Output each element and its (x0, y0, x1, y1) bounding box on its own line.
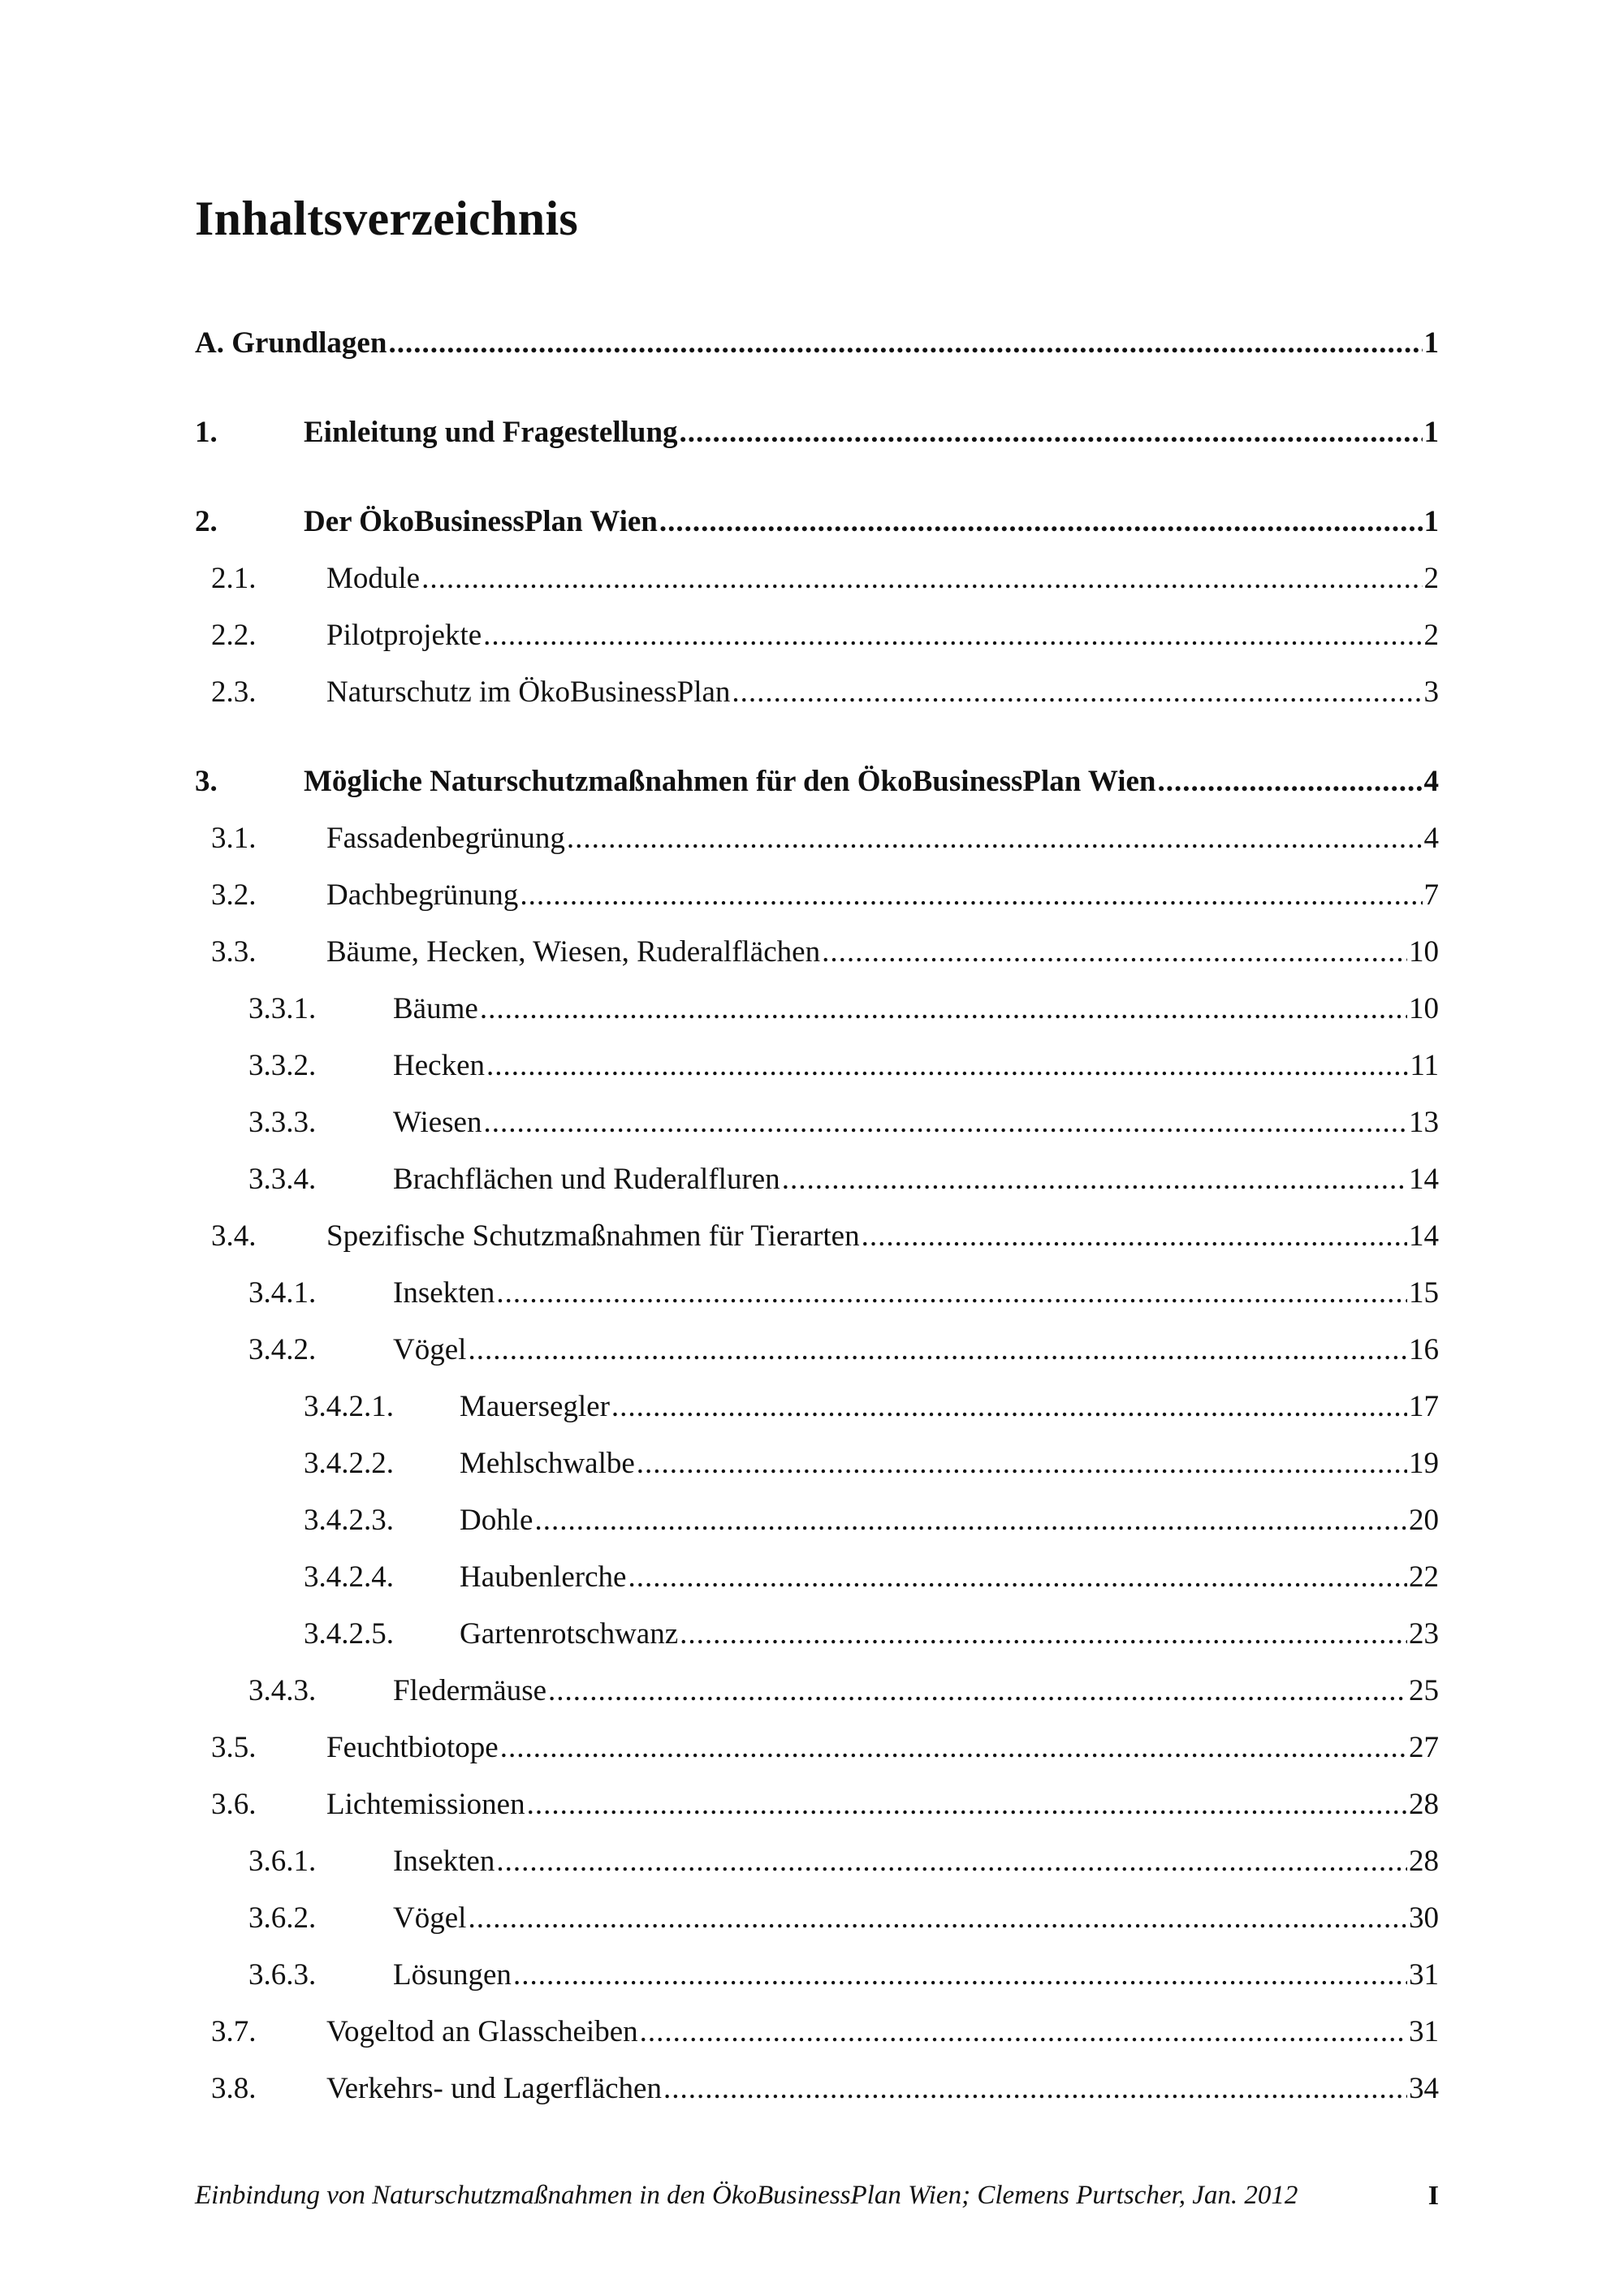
toc-entry-page: 22 (1409, 1560, 1439, 1594)
toc-entry-number: 3.4.2.1. (304, 1390, 394, 1423)
toc-leader-dots (663, 2065, 1407, 2113)
toc-entry-label: Mögliche Naturschutzmaßnahmen für den ÖkoBusinessPlan Wien (304, 765, 1156, 798)
toc-leader-dots (637, 1439, 1407, 1488)
toc-entry-page: 27 (1409, 1731, 1439, 1764)
toc-leader-dots (862, 1212, 1407, 1261)
toc-entry[interactable] (0, 1212, 1624, 1261)
toc-entry-number: 3.2. (211, 878, 257, 912)
toc-entry[interactable] (0, 1496, 1624, 1545)
toc-entry-number: 3.6.2. (248, 1901, 317, 1935)
page-footer-number: I (1427, 2181, 1439, 2211)
toc-entry[interactable] (0, 1951, 1624, 2000)
toc-entry[interactable] (0, 1383, 1624, 1431)
toc-entry[interactable] (0, 871, 1624, 920)
toc-entry[interactable] (0, 1155, 1624, 1204)
toc-entry-page: 30 (1409, 1901, 1439, 1935)
toc-entry-number: 2. (195, 505, 218, 538)
toc-entry[interactable] (0, 1439, 1624, 1488)
toc-leader-dots (468, 1894, 1407, 1943)
toc-leader-dots (680, 1610, 1407, 1659)
toc-entry-page: 20 (1409, 1504, 1439, 1537)
toc-entry-page: 1 (1423, 505, 1439, 538)
toc-entry[interactable] (0, 319, 1624, 368)
toc-entry-label: Hecken (393, 1049, 485, 1082)
toc-entry-page: 4 (1423, 822, 1439, 855)
toc-entry[interactable] (0, 1269, 1624, 1318)
toc-entry-number: 3.4.2.5. (304, 1617, 394, 1651)
toc-entry[interactable] (0, 1780, 1624, 1829)
toc-entry-number: 3.3.2. (248, 1049, 317, 1082)
toc-entry[interactable] (0, 814, 1624, 863)
toc-entry[interactable] (0, 1894, 1624, 1943)
toc-entry[interactable] (0, 985, 1624, 1034)
toc-entry[interactable] (0, 1610, 1624, 1659)
toc-entry-label: Dohle (460, 1504, 533, 1537)
toc-entry[interactable] (0, 1553, 1624, 1602)
toc-entry-page: 14 (1409, 1219, 1439, 1253)
toc-entry-number: 2.1. (211, 562, 257, 595)
toc-entry[interactable] (0, 555, 1624, 603)
toc-entry-label: Vogeltod an Glasscheiben (326, 2015, 638, 2048)
toc-entry-page: 7 (1423, 878, 1439, 912)
toc-entry-label: Gartenrotschwanz (460, 1617, 679, 1651)
toc-leader-dots (527, 1780, 1407, 1829)
toc-entry-page: 2 (1423, 562, 1439, 595)
toc-entry-label: Feuchtbiotope (326, 1731, 499, 1764)
toc-entry-label: Lichtemissionen (326, 1788, 525, 1821)
toc-entry-page: 11 (1410, 1049, 1439, 1082)
toc-entry-page: 3 (1423, 675, 1439, 709)
toc-leader-dots (782, 1155, 1407, 1204)
toc-entry-page: 19 (1409, 1447, 1439, 1480)
toc-entry[interactable] (0, 1098, 1624, 1147)
toc-entry-page: 4 (1423, 765, 1439, 798)
toc-entry[interactable] (0, 2065, 1624, 2113)
toc-entry-page: 16 (1409, 1333, 1439, 1366)
toc-entry-label: Lösungen (393, 1958, 512, 1992)
toc-entry-page: 1 (1423, 326, 1439, 360)
toc-entry-number: 3.6.1. (248, 1845, 317, 1878)
toc-entry-number: 3.3. (211, 935, 257, 969)
toc-leader-dots (480, 985, 1407, 1034)
toc-leader-dots (822, 928, 1407, 977)
toc-entry-label: Brachflächen und Ruderalfluren (393, 1163, 780, 1196)
toc-leader-dots (496, 1837, 1407, 1886)
toc-entry-label: Fassadenbegrünung (326, 822, 565, 855)
toc-entry-number: 3.7. (211, 2015, 257, 2048)
toc-entry-number: 3. (195, 765, 218, 798)
toc-entry-number: 3.1. (211, 822, 257, 855)
toc-entry[interactable] (0, 928, 1624, 977)
toc-entry-number: 3.4.2. (248, 1333, 317, 1366)
toc-entry-label: Haubenlerche (460, 1560, 627, 1594)
toc-leader-dots (732, 668, 1422, 717)
toc-leader-dots (483, 1098, 1407, 1147)
toc-entry-number: 3.4.2.4. (304, 1560, 394, 1594)
toc-leader-dots (1158, 757, 1423, 806)
toc-entry-number: 3.6. (211, 1788, 257, 1821)
toc-entry-label: Spezifische Schutzmaßnahmen für Tierarten (326, 1219, 860, 1253)
toc-entry-page: 23 (1409, 1617, 1439, 1651)
toc-entry-number: 1. (195, 416, 218, 449)
toc-entry-number: 3.4. (211, 1219, 257, 1253)
toc-entry-page: 13 (1409, 1106, 1439, 1139)
toc-leader-dots (513, 1951, 1407, 2000)
toc-entry-page: 25 (1409, 1674, 1439, 1707)
toc-entry-label: Wiesen (393, 1106, 482, 1139)
toc-leader-dots (659, 498, 1423, 546)
toc-entry-number: 2.2. (211, 619, 257, 652)
toc-leader-dots (468, 1326, 1407, 1375)
toc-entry-label: Bäume, Hecken, Wiesen, Ruderalflächen (326, 935, 821, 969)
toc-entry-label: Einleitung und Fragestellung (304, 416, 678, 449)
toc-leader-dots (486, 1042, 1408, 1090)
toc-entry-page: 10 (1409, 992, 1439, 1025)
toc-entry-number: 3.8. (211, 2072, 257, 2105)
toc-leader-dots (421, 555, 1422, 603)
toc-entry-number: 3.3.4. (248, 1163, 317, 1196)
toc-entry-number: 3.4.1. (248, 1276, 317, 1310)
toc-entry-number: 3.6.3. (248, 1958, 317, 1992)
toc-entry-page: 10 (1409, 935, 1439, 969)
toc-entry[interactable] (0, 408, 1624, 457)
toc-entry-number: 3.3.3. (248, 1106, 317, 1139)
toc-entry-page: 1 (1423, 416, 1439, 449)
toc-entry-label: Naturschutz im ÖkoBusinessPlan (326, 675, 731, 709)
toc-entry[interactable] (0, 2008, 1624, 2056)
toc-entry-label: Fledermäuse (393, 1674, 547, 1707)
toc-entry-label: A. Grundlagen (195, 326, 387, 360)
toc-entry-number: 3.3.1. (248, 992, 317, 1025)
toc-entry-page: 2 (1423, 619, 1439, 652)
toc-entry-page: 15 (1409, 1276, 1439, 1310)
toc-entry-label: Pilotprojekte (326, 619, 482, 652)
toc-entry-label: Vögel (393, 1333, 467, 1366)
toc-entry[interactable] (0, 668, 1624, 717)
toc-entry[interactable] (0, 1667, 1624, 1716)
toc-leader-dots (520, 871, 1422, 920)
toc-leader-dots (534, 1496, 1407, 1545)
toc-leader-dots (500, 1724, 1407, 1772)
toc-leader-dots (628, 1553, 1407, 1602)
toc-entry-page: 31 (1409, 1958, 1439, 1992)
toc-entry[interactable] (0, 1837, 1624, 1886)
toc-leader-dots (483, 611, 1422, 660)
toc-entry[interactable] (0, 757, 1624, 806)
toc-entry-label: Dachbegrünung (326, 878, 519, 912)
toc-entry-number: 3.4.2.3. (304, 1504, 394, 1537)
toc-entry[interactable] (0, 1042, 1624, 1090)
toc-entry-label: Der ÖkoBusinessPlan Wien (304, 505, 658, 538)
toc-leader-dots (388, 319, 1422, 368)
toc-entry-label: Mauersegler (460, 1390, 610, 1423)
page-footer-text: Einbindung von Naturschutzmaßnahmen in den ÖkoBusinessPlan Wien; Clemens Purtscher, Jan. 2012 (195, 2181, 1298, 2210)
toc-entry-label: Vögel (393, 1901, 467, 1935)
toc-entry[interactable] (0, 611, 1624, 660)
toc-entry[interactable] (0, 1724, 1624, 1772)
toc-entry-page: 34 (1409, 2072, 1439, 2105)
toc-entry-label: Verkehrs- und Lagerflächen (326, 2072, 662, 2105)
toc-entry-label: Mehlschwalbe (460, 1447, 635, 1480)
toc-entry-page: 17 (1409, 1390, 1439, 1423)
toc-entry-page: 28 (1409, 1788, 1439, 1821)
toc-entry[interactable] (0, 1326, 1624, 1375)
toc-entry-page: 28 (1409, 1845, 1439, 1878)
toc-leader-dots (496, 1269, 1407, 1318)
toc-entry-label: Insekten (393, 1845, 495, 1878)
toc-entry-page: 14 (1409, 1163, 1439, 1196)
toc-entry-page: 31 (1409, 2015, 1439, 2048)
toc-leader-dots (548, 1667, 1407, 1716)
toc-entry-label: Module (326, 562, 421, 595)
toc-entry-label: Insekten (393, 1276, 495, 1310)
toc-entry-number: 3.4.3. (248, 1674, 317, 1707)
toc-entry-number: 2.3. (211, 675, 257, 709)
toc-leader-dots (640, 2008, 1407, 2056)
toc-entry-number: 3.5. (211, 1731, 257, 1764)
toc-entry[interactable] (0, 498, 1624, 546)
toc-leader-dots (567, 814, 1423, 863)
page-title: Inhaltsverzeichnis (195, 192, 579, 245)
toc-entry-label: Bäume (393, 992, 478, 1025)
toc-entry-number: 3.4.2.2. (304, 1447, 394, 1480)
toc-leader-dots (611, 1383, 1407, 1431)
toc-leader-dots (680, 408, 1423, 457)
